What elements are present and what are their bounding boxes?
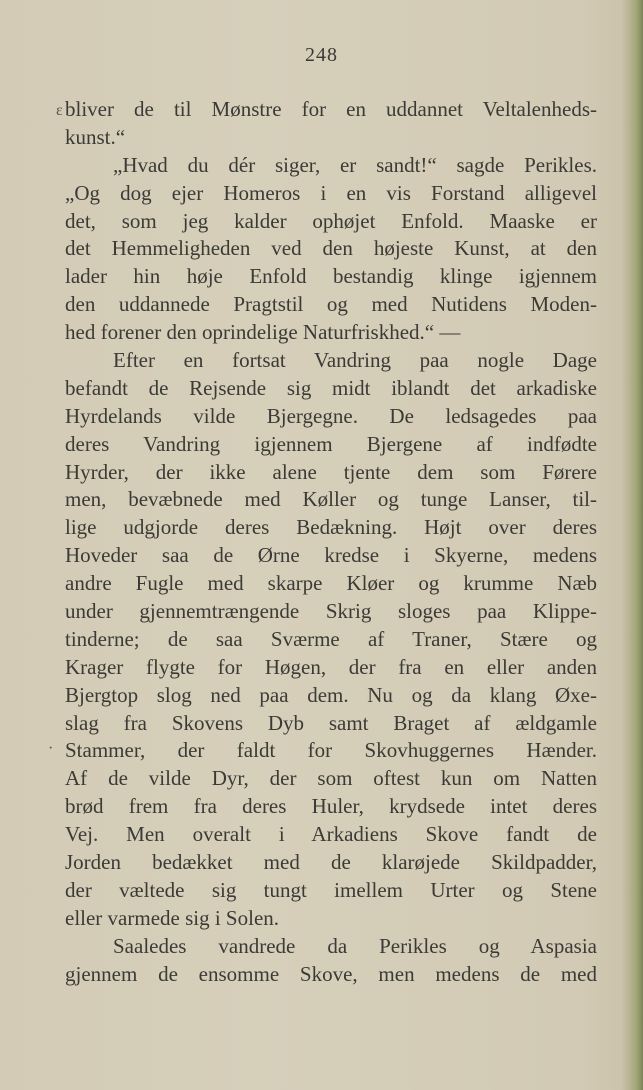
text-line: men, bevæbnede med Køller og tunge Lanser, til- bbox=[65, 487, 597, 512]
text-line: Jorden bedækket med de klarøjede Skildpadder, bbox=[65, 850, 597, 875]
text-line: Bjergtop slog ned paa dem. Nu og da klang Øxe- bbox=[65, 682, 597, 707]
body-text bbox=[65, 96, 597, 989]
text-line: Vej. Men overalt i Arkadiens Skove fandt de bbox=[65, 822, 597, 847]
text-line: eller varmede sig i Solen. bbox=[65, 905, 280, 930]
margin-mark: · bbox=[48, 740, 54, 757]
text-line: hed forener den oprindelige Naturfriskhed.“ — bbox=[65, 320, 461, 345]
text-line: „Hvad du dér siger, er sandt!“ sagde Perikles. bbox=[113, 152, 597, 177]
text-line: bliver de til Mønstre for en uddannet Veltalenheds- bbox=[65, 97, 597, 121]
text-line: Efter en fortsat Vandring paa nogle Dage bbox=[113, 348, 597, 373]
text-line: Hoveder saa de Ørne kredse i Skyerne, medens bbox=[65, 543, 597, 568]
page-edge bbox=[621, 0, 643, 1090]
text-line: Krager flygte for Høgen, der fra en eller anden bbox=[65, 654, 597, 679]
text-line: Saaledes vandrede da Perikles og Aspasia bbox=[113, 933, 597, 958]
page-number: 248 bbox=[305, 44, 338, 66]
margin-mark: ɛ bbox=[56, 102, 63, 119]
text-line: der væltede sig tungt imellem Urter og Stene bbox=[65, 877, 597, 902]
text-line: kunst.“ bbox=[65, 124, 126, 149]
text-line: andre Fugle med skarpe Kløer og krumme Næb bbox=[65, 571, 597, 596]
text-line: befandt de Rejsende sig midt iblandt det arkadiske bbox=[65, 375, 597, 400]
text-line: gjennem de ensomme Skove, men medens de med bbox=[65, 961, 597, 986]
text-line: det Hemmeligheden ved den højeste Kunst, at den bbox=[65, 236, 597, 261]
text-line: under gjennemtrængende Skrig sloges paa Klippe- bbox=[65, 599, 597, 624]
text-line: slag fra Skovens Dyb samt Braget af ældgamle bbox=[65, 710, 597, 735]
text-line: „Og dog ejer Homeros i en vis Forstand alligevel bbox=[65, 180, 597, 205]
text-line: Hyrdelands vilde Bjergegne. De ledsagedes paa bbox=[65, 403, 597, 428]
text-line: Stammer, der faldt for Skovhuggernes Hænder. bbox=[65, 738, 597, 763]
text-line: det, som jeg kalder ophøjet Enfold. Maaske er bbox=[65, 208, 597, 233]
text-line: brød frem fra deres Huler, krydsede intet deres bbox=[65, 794, 597, 819]
text-line: lige udgjorde deres Bedækning. Højt over deres bbox=[65, 515, 597, 540]
text-line: Hyrder, der ikke alene tjente dem som Førere bbox=[65, 459, 597, 484]
text-line: den uddannede Pragtstil og med Nutidens Moden- bbox=[65, 292, 597, 317]
text-line: deres Vandring igjennem Bjergene af indfødte bbox=[65, 431, 597, 456]
text-line: tinderne; de saa Sværme af Traner, Stære og bbox=[65, 626, 597, 651]
text-line: Af de vilde Dyr, der som oftest kun om Natten bbox=[65, 766, 597, 791]
text-line: lader hin høje Enfold bestandig klinge igjennem bbox=[65, 264, 597, 289]
